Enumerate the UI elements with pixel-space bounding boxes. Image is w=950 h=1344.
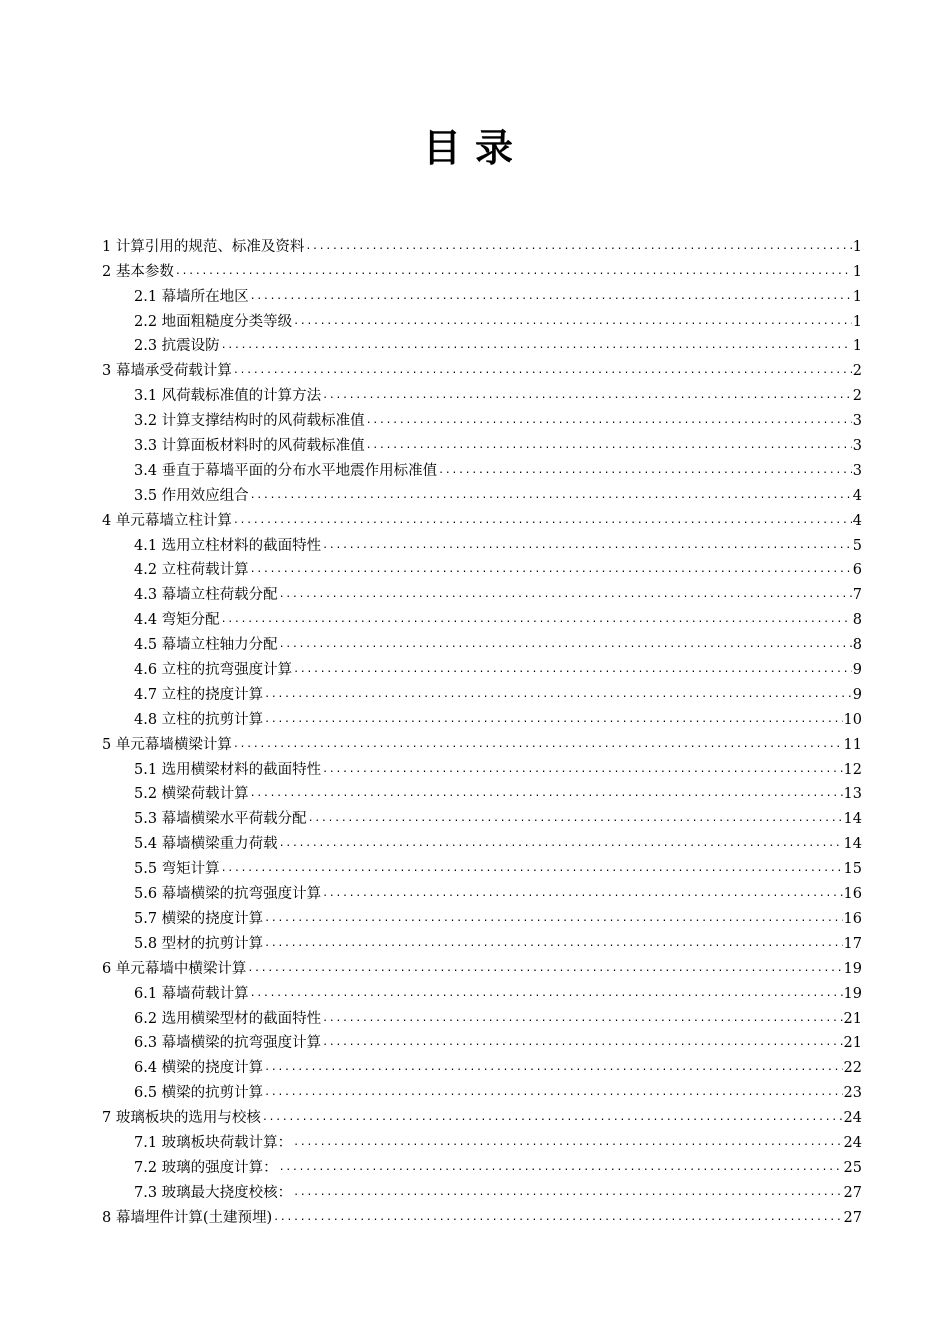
toc-entry-label: 3.1 风荷载标准值的计算方法 [134,388,322,405]
table-of-contents [102,231,862,1227]
toc-entry-page-number: 19 [843,960,862,977]
toc-dot-leader [221,860,843,878]
toc-dot-leader [279,835,843,853]
toc-dot-leader [247,960,842,978]
toc-entry-label: 5.8 型材的抗剪计算 [134,935,264,952]
toc-entry-label: 4.1 选用立柱材料的截面特性 [134,537,322,554]
toc-entry-label: 4.4 弯矩分配 [134,612,220,629]
toc-entry[interactable] [102,306,862,331]
toc-dot-leader [305,238,851,256]
toc-entry-page-number: 1 [852,338,862,355]
toc-entry-page-number: 16 [843,886,862,903]
toc-entry[interactable] [102,978,862,1003]
toc-entry[interactable] [102,331,862,356]
toc-entry-label: 3.2 计算支撑结构时的风荷载标准值 [134,413,365,430]
toc-dot-leader [264,686,852,704]
toc-dot-leader [366,437,852,455]
toc-entry[interactable] [102,380,862,405]
toc-dot-leader [322,1010,842,1028]
toc-entry-page-number: 17 [843,935,862,952]
toc-entry-label: 5.7 横梁的挠度计算 [134,910,264,927]
toc-dot-leader [279,636,852,654]
toc-entry[interactable] [102,1127,862,1152]
toc-entry-label: 2 基本参数 [102,263,174,280]
toc-entry[interactable] [102,256,862,281]
toc-dot-leader [250,561,852,579]
toc-dot-leader [264,1084,842,1102]
toc-entry-page-number: 10 [843,711,862,728]
toc-entry[interactable] [102,878,862,903]
toc-entry-page-number: 2 [852,388,862,405]
toc-entry[interactable] [102,579,862,604]
toc-dot-leader [250,487,852,505]
toc-entry-label: 5.1 选用横梁材料的截面特性 [134,761,322,778]
toc-entry[interactable] [102,455,862,480]
toc-entry[interactable] [102,953,862,978]
toc-entry[interactable] [102,281,862,306]
toc-entry[interactable] [102,903,862,928]
toc-entry-label: 3 幕墙承受荷载计算 [102,363,232,380]
toc-dot-leader [264,935,842,953]
toc-entry-page-number: 19 [843,985,862,1002]
toc-entry-page-number: 24 [843,1134,862,1151]
toc-entry-page-number: 1 [852,313,862,330]
toc-entry[interactable] [102,629,862,654]
toc-entry-label: 7.1 玻璃板块荷载计算： [134,1134,293,1151]
toc-dot-leader [233,512,852,530]
toc-entry-label: 4.3 幕墙立柱荷载分配 [134,587,278,604]
toc-entry-label: 4.7 立柱的挠度计算 [134,686,264,703]
toc-entry-label: 3.5 作用效应组合 [134,487,249,504]
toc-entry-label: 5.4 幕墙横梁重力荷载 [134,836,278,853]
toc-dot-leader [264,711,842,729]
toc-entry-label: 1 计算引用的规范、标准及资料 [102,238,305,255]
toc-entry[interactable] [102,853,862,878]
toc-entry-label: 4.5 幕墙立柱轴力分配 [134,637,278,654]
toc-entry[interactable] [102,405,862,430]
toc-entry-page-number: 5 [852,537,862,554]
toc-entry-page-number: 27 [843,1184,862,1201]
page-title: 目录 [422,125,527,170]
toc-entry-label: 6 单元幕墙中横梁计算 [102,960,247,977]
toc-entry-page-number: 21 [843,1010,862,1027]
toc-entry-page-number: 3 [852,413,862,430]
toc-dot-leader [322,1034,842,1052]
toc-entry-page-number: 7 [852,587,862,604]
toc-entry-label: 4.6 立柱的抗弯强度计算 [134,662,293,679]
toc-entry-page-number: 21 [843,1035,862,1052]
toc-entry-label: 6.3 幕墙横梁的抗弯强度计算 [134,1035,322,1052]
toc-entry[interactable] [102,430,862,455]
toc-entry-page-number: 4 [852,512,862,529]
toc-entry-page-number: 1 [852,238,862,255]
toc-entry[interactable] [102,1152,862,1177]
toc-entry-page-number: 14 [843,836,862,853]
toc-entry[interactable] [102,1052,862,1077]
toc-entry[interactable] [102,754,862,779]
toc-entry-label: 6.5 横梁的抗剪计算 [134,1085,264,1102]
toc-entry-page-number: 11 [843,736,862,753]
toc-entry[interactable] [102,1202,862,1227]
toc-entry-label: 4.2 立柱荷载计算 [134,562,249,579]
toc-entry-page-number: 4 [852,487,862,504]
toc-entry-label: 5.2 横梁荷载计算 [134,786,249,803]
toc-entry-page-number: 14 [843,811,862,828]
toc-entry[interactable] [102,828,862,853]
toc-dot-leader [322,885,842,903]
toc-entry-label: 4.8 立柱的抗剪计算 [134,711,264,728]
toc-dot-leader [250,985,843,1003]
toc-entry-page-number: 3 [852,438,862,455]
toc-entry[interactable] [102,505,862,530]
toc-entry[interactable] [102,1077,862,1102]
toc-entry[interactable] [102,231,862,256]
toc-entry[interactable] [102,480,862,505]
toc-dot-leader [438,462,852,480]
toc-entry-page-number: 3 [852,462,862,479]
toc-entry-page-number: 22 [843,1060,862,1077]
toc-entry-page-number: 25 [843,1159,862,1176]
toc-dot-leader [233,736,843,754]
toc-dot-leader [322,387,852,405]
toc-entry-page-number: 9 [852,686,862,703]
toc-entry[interactable] [102,654,862,679]
toc-entry-label: 2.1 幕墙所在地区 [134,288,249,305]
toc-entry[interactable] [102,803,862,828]
toc-entry[interactable] [102,729,862,754]
toc-dot-leader [273,1209,842,1227]
toc-entry[interactable] [102,530,862,555]
toc-entry-label: 7.2 玻璃的强度计算： [134,1159,278,1176]
toc-entry-label: 4 单元幕墙立柱计算 [102,512,232,529]
toc-entry[interactable] [102,1177,862,1202]
toc-dot-leader [366,412,852,430]
toc-dot-leader [262,1109,843,1127]
toc-entry-label: 2.3 抗震设防 [134,338,220,355]
toc-entry-label: 6.4 横梁的挠度计算 [134,1060,264,1077]
toc-entry-page-number: 16 [843,910,862,927]
toc-dot-leader [264,910,842,928]
toc-entry[interactable] [102,679,862,704]
toc-dot-leader [293,1134,842,1152]
toc-entry-label: 3.4 垂直于幕墙平面的分布水平地震作用标准值 [134,462,438,479]
toc-entry[interactable] [102,1003,862,1028]
toc-entry[interactable] [102,1028,862,1053]
toc-entry-page-number: 1 [852,263,862,280]
toc-entry-page-number: 9 [852,662,862,679]
toc-entry-page-number: 1 [852,288,862,305]
toc-entry-label: 5 单元幕墙横梁计算 [102,736,232,753]
toc-entry-label: 2.2 地面粗糙度分类等级 [134,313,293,330]
toc-dot-leader [308,810,843,828]
toc-dot-leader [279,1159,843,1177]
toc-entry[interactable] [102,555,862,580]
toc-entry-page-number: 8 [852,612,862,629]
toc-entry-label: 7 玻璃板块的选用与校核 [102,1110,261,1127]
toc-entry[interactable] [102,604,862,629]
toc-dot-leader [322,537,852,555]
toc-entry-label: 5.3 幕墙横梁水平荷载分配 [134,811,307,828]
toc-entry-label: 3.3 计算面板材料时的风荷载标准值 [134,438,365,455]
toc-entry-label: 6.1 幕墙荷载计算 [134,985,249,1002]
toc-entry-page-number: 6 [852,562,862,579]
toc-entry[interactable] [102,355,862,380]
toc-dot-leader [233,362,852,380]
toc-dot-leader [293,661,852,679]
toc-entry[interactable] [102,704,862,729]
toc-entry[interactable] [102,928,862,953]
toc-entry[interactable] [102,1102,862,1127]
toc-entry-page-number: 12 [843,761,862,778]
toc-dot-leader [221,337,852,355]
toc-entry-label: 8 幕墙埋件计算(土建预埋) [102,1209,273,1226]
toc-entry-page-number: 23 [843,1085,862,1102]
toc-entry-page-number: 15 [843,861,862,878]
toc-entry-page-number: 8 [852,637,862,654]
toc-dot-leader [264,1059,842,1077]
toc-dot-leader [322,761,842,779]
toc-entry-label: 5.5 弯矩计算 [134,861,220,878]
toc-entry-page-number: 13 [843,786,862,803]
toc-entry-page-number: 24 [843,1110,862,1127]
toc-entry-label: 6.2 选用横梁型材的截面特性 [134,1010,322,1027]
toc-entry-page-number: 2 [852,363,862,380]
toc-dot-leader [250,785,843,803]
toc-entry-label: 7.3 玻璃最大挠度校核： [134,1184,293,1201]
toc-dot-leader [279,586,852,604]
toc-entry-page-number: 27 [843,1209,862,1226]
toc-entry[interactable] [102,779,862,804]
toc-entry-label: 5.6 幕墙横梁的抗弯强度计算 [134,886,322,903]
toc-dot-leader [293,313,852,331]
toc-dot-leader [250,288,852,306]
toc-dot-leader [221,611,852,629]
toc-dot-leader [175,263,852,281]
toc-dot-leader [293,1184,842,1202]
